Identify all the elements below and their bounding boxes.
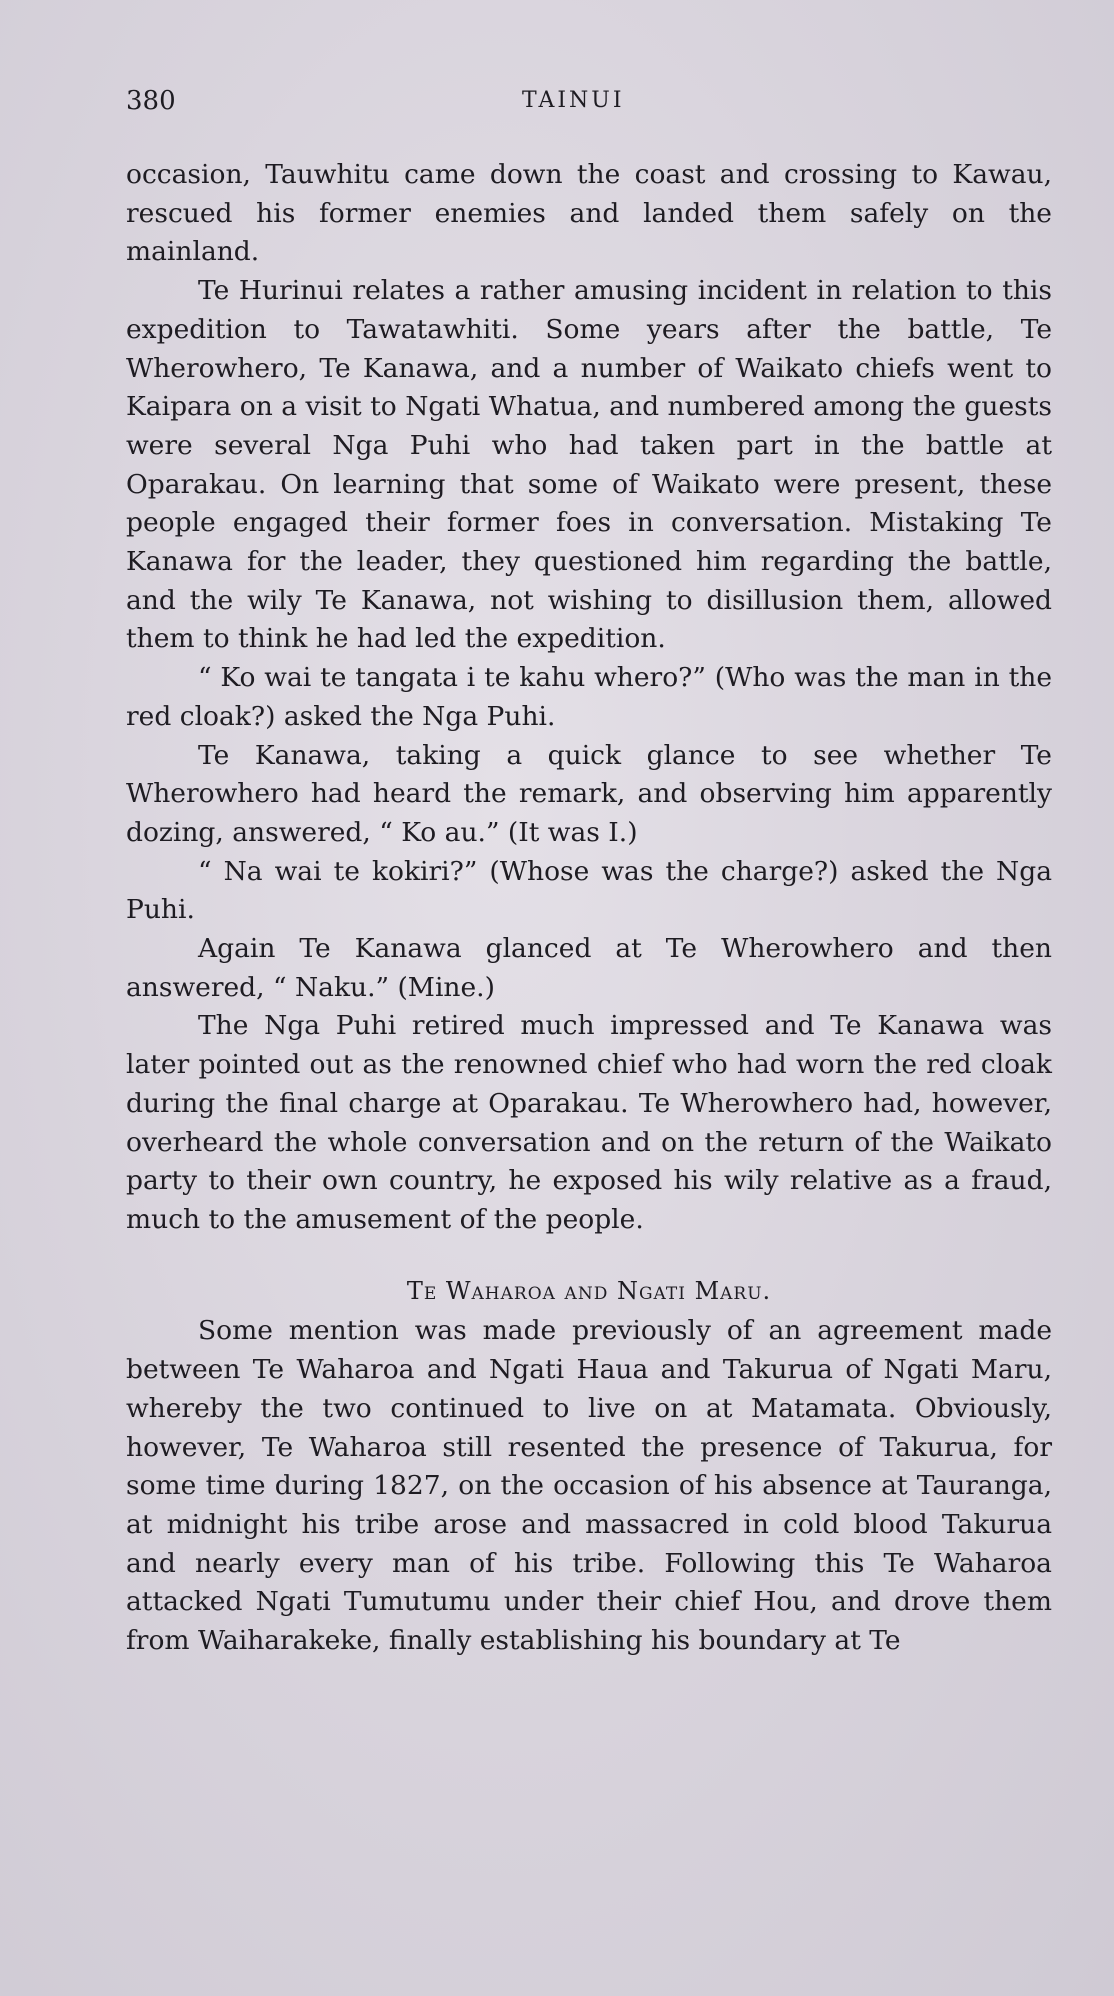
running-head: TAINUI	[522, 88, 625, 113]
section-heading: Te Waharoa and Ngati Maru.	[406, 1276, 772, 1305]
paragraph: Te Kanawa, taking a quick glance to see whether Te Wherowhero had heard the remark, and observing him apparently dozing, answered, “ Ko au.” (It was I.)	[126, 739, 1052, 848]
paragraph-continuation: occasion, Tauwhitu came down the coast and crossing to Kawau, rescued his former enemies and landed them safely on the mainland.	[126, 159, 1052, 268]
paragraph: Te Hurinui relates a rather amusing incident in relation to this expedition to Tawatawhiti. Some years after the battle, Te Wherowhero, Te Kanawa, and a number of Waikato chiefs went to Kaipara on a visit to Ngati Whatua, and numbered among the guests were several Nga Puhi who had taken part in the battle at Oparakau. On learning that some of Waikato were present, these people engaged their former foes in conversation. Mistaking Te Kanawa for the leader, they questioned him regarding the battle, and the wily Te Kanawa, not wishing to disillusion them, allowed them to think he had led the expedition.	[126, 275, 1052, 655]
book-page	[126, 86, 1052, 1657]
paragraph: Again Te Kanawa glanced at Te Wherowhero and then answered, “ Naku.” (Mine.)	[126, 933, 1052, 1003]
section-paragraph: Some mention was made previously of an agreement made between Te Waharoa and Ngati Haua and Takurua of Ngati Maru, whereby the two continued to live on at Matamata. Obviously, however, Te Waharoa still resented the presence of Takurua, for some time during 1827, on the occasion of his absence at Tauranga, at midnight his tribe arose and massacred in cold blood Takurua and nearly every man of his tribe. Following this Te Waharoa attacked Ngati Tumutumu under their chief Hou, and drove them from Waiharakeke, finally establishing his boundary at Te	[126, 1315, 1052, 1657]
paragraph-dialogue: “ Na wai te kokiri?” (Whose was the charge?) asked the Nga Puhi.	[126, 855, 1052, 926]
paragraph-dialogue: “ Ko wai te tangata i te kahu whero?” (Who was the man in the red cloak?) asked the Nga Puhi.	[126, 662, 1052, 732]
page-number: 380	[126, 86, 176, 116]
page-header	[126, 86, 1052, 126]
body-text	[126, 156, 1052, 1661]
paragraph: The Nga Puhi retired much impressed and Te Kanawa was later pointed out as the renowned chief who had worn the red cloak during the final charge at Oparakau. Te Wherowhero had, however, overheard the whole conversation and on the return of the Waikato party to their own country, he exposed his wily relative as a fraud, much to the amusement of the people.	[126, 1010, 1052, 1235]
